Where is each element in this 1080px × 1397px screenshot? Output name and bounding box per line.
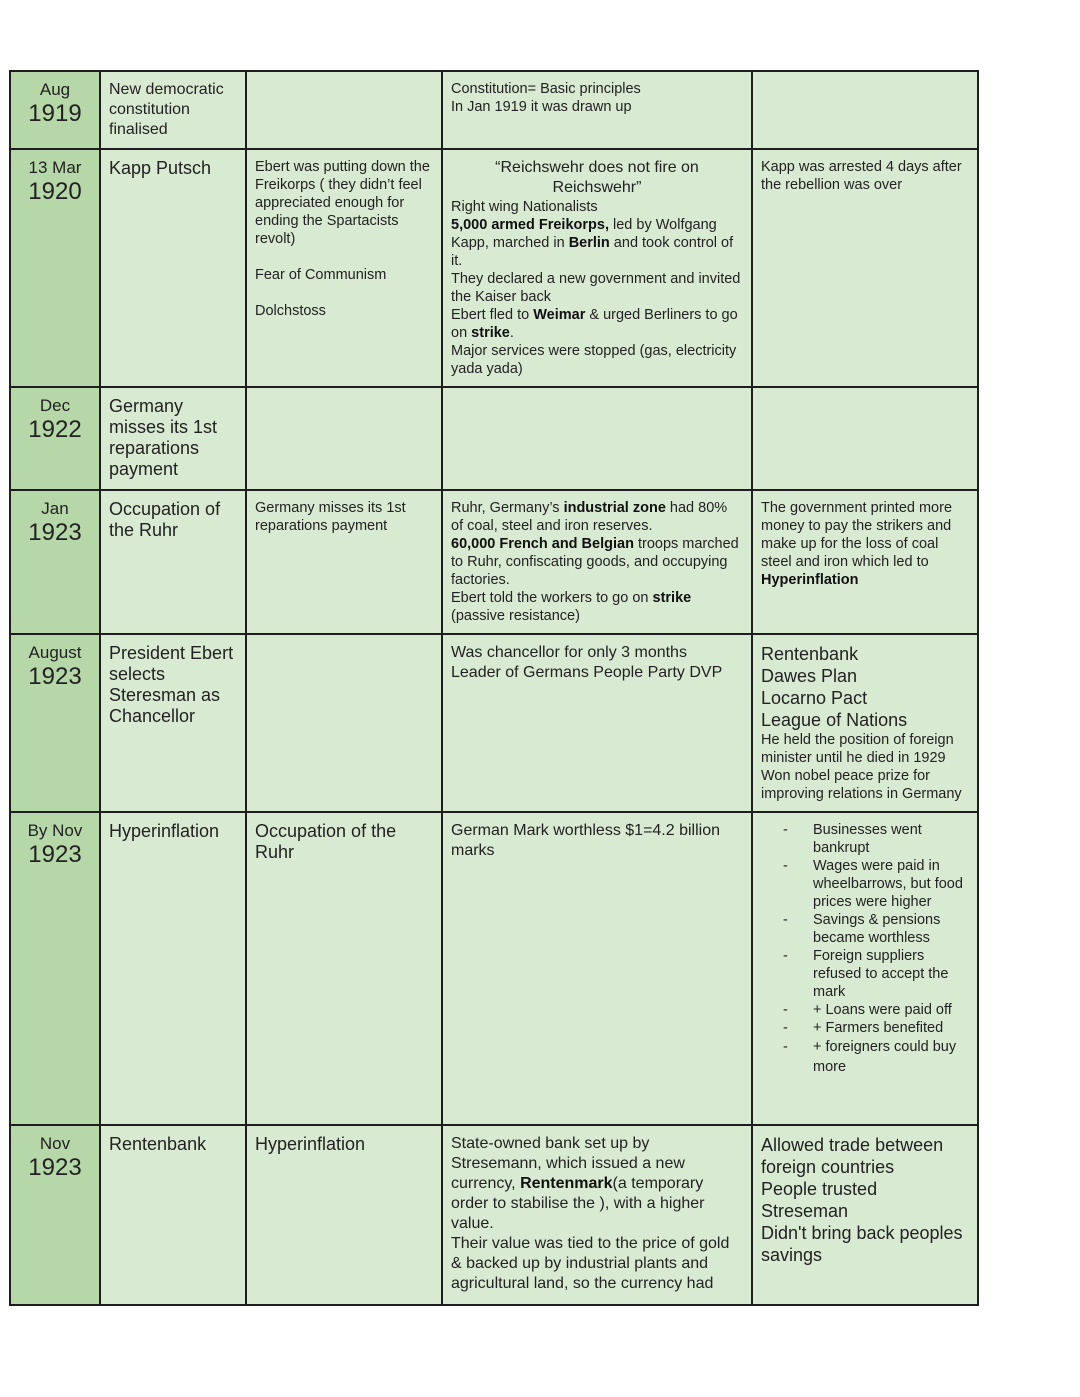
month-label: August [28, 643, 82, 662]
month-label: By Nov [27, 821, 83, 840]
date-cell [10, 149, 100, 387]
detail-line: Was chancellor for only 3 months [451, 644, 687, 661]
effects-cell [752, 71, 978, 149]
event-label: New democratic constitution finalised [109, 81, 224, 138]
cause-line: Fear of Communism [255, 267, 387, 283]
year-label: 1920 [28, 178, 82, 205]
effect-line: Allowed trade between foreign countries [761, 1135, 944, 1177]
date-cell [10, 634, 100, 812]
effect-line: Rentenbank [761, 644, 859, 664]
detail-line: In Jan 1919 it was drawn up [451, 99, 632, 115]
table-row [10, 387, 978, 490]
event-cell [100, 149, 246, 387]
effect-line: Won nobel peace prize for improving relations in Germany [761, 768, 962, 802]
effect-line: Didn't bring back peoples savings [761, 1223, 963, 1265]
date-cell [10, 490, 100, 634]
effects-cell [752, 149, 978, 387]
effect-line: People trusted Streseman [761, 1179, 878, 1221]
effect-line: He held the position of foreign minister until he died in 1929 [761, 732, 954, 766]
list-item: - Wages were paid in wheelbarrows, but food prices were higher [753, 857, 969, 911]
month-label: Nov [39, 1134, 71, 1153]
cause-cell [246, 149, 442, 387]
effects-cell [752, 490, 978, 634]
cause-line: Hyperinflation [255, 1134, 366, 1154]
cause-cell [246, 490, 442, 634]
detail-line: (passive resistance) [451, 608, 580, 624]
details-cell [442, 149, 752, 387]
details-cell [442, 490, 752, 634]
table-row [10, 149, 978, 387]
detail-line: 5,000 armed Freikorps, led by Wolfgang Kapp, marched in Berlin and took control of it. [451, 217, 734, 269]
detail-line: State-owned bank set up by Stresemann, which issued a new currency, Rentenmark(a temporary order to stabilise the ), with a higher value. [451, 1135, 705, 1232]
effects-list [753, 821, 969, 1077]
event-label: Occupation of the Ruhr [109, 499, 221, 540]
effect-line: The government printed more money to pay the strikers and make up for the loss of coal steel and iron which led to Hyperinflation [761, 500, 953, 588]
month-label: Jan [41, 499, 69, 518]
month-label: 13 Mar [28, 158, 82, 177]
event-cell [100, 1125, 246, 1305]
date-cell [10, 1125, 100, 1305]
cause-line: Occupation of the Ruhr [255, 821, 397, 862]
list-item: - Foreign suppliers refused to accept the mark [753, 947, 969, 1001]
month-label: Dec [39, 396, 71, 415]
event-cell [100, 490, 246, 634]
list-item: - + Loans were paid off [753, 1001, 969, 1019]
detail-line: Ebert told the workers to go on strike [451, 590, 692, 606]
cause-cell [246, 71, 442, 149]
effect-line: Locarno Pact [761, 688, 868, 708]
effects-cell [752, 387, 978, 490]
cause-cell [246, 387, 442, 490]
details-cell [442, 812, 752, 1125]
cause-cell [246, 812, 442, 1125]
quote-text: “Reichswehr does not fire on Reichswehr” [495, 159, 699, 196]
event-label: President Ebert selects Steresman as Chancellor [109, 643, 234, 726]
event-cell [100, 71, 246, 149]
details-cell [442, 1125, 752, 1305]
detail-line: Leader of Germans People Party DVP [451, 664, 723, 681]
effects-cell [752, 1125, 978, 1305]
detail-line: 60,000 French and Belgian troops marched to Ruhr, confiscating goods, and occupying factories. [451, 536, 739, 588]
date-cell [10, 71, 100, 149]
detail-line: Major services were stopped (gas, electricity yada yada) [451, 343, 737, 377]
year-label: 1923 [28, 519, 82, 546]
detail-line: Ruhr, Germany’s industrial zone had 80% of coal, steel and iron reserves. [451, 500, 728, 534]
date-cell [10, 387, 100, 490]
event-cell [100, 634, 246, 812]
effects-cell [752, 812, 978, 1125]
year-label: 1923 [28, 663, 82, 690]
year-label: 1919 [28, 100, 82, 127]
detail-line: Constitution= Basic principles [451, 81, 641, 97]
cause-line: Dolchstoss [255, 303, 326, 319]
list-item: - Businesses went bankrupt [753, 821, 969, 857]
cause-line: Ebert was putting down the Freikorps ( they didn’t feel appreciated enough for ending the Spartacists revolt) [255, 159, 430, 247]
table-row [10, 1125, 978, 1305]
event-cell [100, 387, 246, 490]
effect-line: League of Nations [761, 710, 908, 730]
list-item: - + foreigners could buy more [753, 1037, 969, 1077]
effects-cell [752, 634, 978, 812]
details-cell [442, 71, 752, 149]
event-label: Rentenbank [109, 1134, 207, 1154]
effect-line: Kapp was arrested 4 days after the rebellion was over [761, 159, 962, 193]
year-label: 1923 [28, 841, 82, 868]
year-label: 1923 [28, 1154, 82, 1181]
cause-cell [246, 634, 442, 812]
event-label: Hyperinflation [109, 821, 220, 841]
cause-cell [246, 1125, 442, 1305]
table-row [10, 490, 978, 634]
detail-line: Right wing Nationalists [451, 199, 598, 215]
year-label: 1922 [28, 416, 82, 443]
detail-line: German Mark worthless $1=4.2 billion marks [451, 822, 721, 859]
table-row [10, 634, 978, 812]
table-row [10, 71, 978, 149]
effect-line: Dawes Plan [761, 666, 858, 686]
details-cell [442, 634, 752, 812]
detail-line: Ebert fled to Weimar & urged Berliners to go on strike. [451, 307, 738, 341]
month-label: Aug [39, 80, 71, 99]
detail-line: Their value was tied to the price of gold & backed up by industrial plants and agricultural land, so the currency had [451, 1235, 730, 1292]
event-label: Germany misses its 1st reparations payment [109, 396, 218, 479]
cause-line: Germany misses its 1st reparations payment [255, 500, 406, 534]
event-cell [100, 812, 246, 1125]
timeline-table [9, 70, 979, 1306]
detail-line: They declared a new government and invited the Kaiser back [451, 271, 741, 305]
event-label: Kapp Putsch [109, 158, 212, 178]
list-item: - + Farmers benefited [753, 1019, 969, 1037]
date-cell [10, 812, 100, 1125]
table-row [10, 812, 978, 1125]
details-cell [442, 387, 752, 490]
list-item: - Savings & pensions became worthless [753, 911, 969, 947]
